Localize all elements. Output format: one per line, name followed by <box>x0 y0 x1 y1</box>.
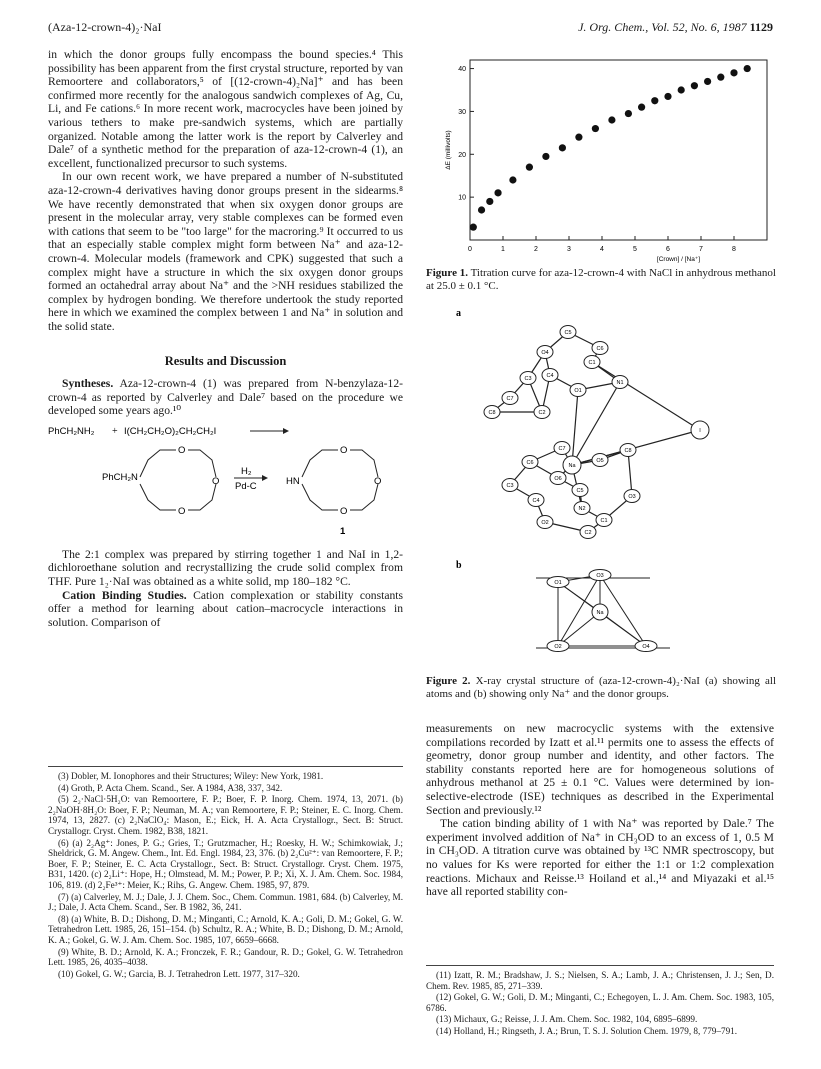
atom-label: C7 <box>506 396 514 403</box>
atom-label: N1 <box>616 380 624 387</box>
data-point <box>526 164 533 171</box>
x-tick-label: 3 <box>567 246 571 253</box>
running-head-title: (Aza-12-crown-4)₂·NaI <box>48 20 162 34</box>
atom-label: C2 <box>584 530 592 537</box>
figure-1-chart <box>442 52 777 264</box>
titration-plot <box>442 52 777 264</box>
figure-1-caption <box>426 267 776 293</box>
x-tick-label: 8 <box>732 246 736 253</box>
data-point <box>494 189 501 196</box>
y-tick-label: 40 <box>458 66 466 74</box>
figure-2-crystal-structure <box>450 300 750 670</box>
reference-item: (3) Dobler, M. Ionophores and their Structures; Wiley: New York, 1981. <box>58 771 324 781</box>
donor-atom-label: O4 <box>642 644 650 651</box>
y-tick-label: 20 <box>458 151 466 159</box>
reference-item: (4) Groth, P. Acta Chem. Scand., Ser. A 1984, A38, 337, 342. <box>58 782 283 793</box>
x-tick-label: 4 <box>600 246 604 253</box>
x-tick-label: 1 <box>501 246 505 253</box>
atom-label: C1 <box>588 360 596 367</box>
atom-network <box>484 326 709 652</box>
atom-label: I <box>699 428 701 435</box>
scheme-drawing <box>48 422 403 540</box>
synthesis-scheme <box>48 422 403 540</box>
atom-label: C6 <box>526 460 534 467</box>
x-tick-label: 0 <box>468 246 472 253</box>
x-tick-label: 6 <box>666 246 670 253</box>
data-point <box>542 153 549 160</box>
bond-line <box>572 430 700 465</box>
page-number: 1129 <box>749 20 773 34</box>
reference-item: (8) (a) White, B. D.; Dishong, D. M.; Minganti, C.; Arnold, K. A.; Goli, D. M.; Gokel, G. W. Tetrahedron Lett. 1985, 26, 151–154. (b) Schultz, R. A.; White, B. D.; Dishong, D. M.; Arnold, K. A.; Gokel, G. W. J. Am. Chem. Soc. 1985, 107, 6659–6668. <box>48 913 403 945</box>
references-right <box>426 965 774 1038</box>
journal-volume: Vol. 52, No. 6, 1987 <box>651 20 747 34</box>
benzyl-crown-oxygen-top: O <box>178 444 186 456</box>
reference-item: (5) 2₂·NaCl·5H₂O: van Remoortere, F. P.; Boer, F. P. Inorg. Chem. 1974, 13, 2071. (b) 2₂NaOH·8H₂O: Boer, F. P.; Neuman, M. A.; van Remoortere, F. P.; Steiner, E. C. Inorg. Chem. 1974, 13, 2827. (c) 2₂NaClO₄: Mason, E.; Eick, H. A. Acta Crystallogr., Sect. B: Struct. Crystallogr. Cryst. Chem. 1982, B38, 1821. <box>48 794 403 836</box>
reference-item: (11) Izatt, R. M.; Bradshaw, J. S.; Nielsen, S. A.; Lamb, J. A.; Christensen, J. J.; Sen, D. Chem. Rev. 1985, 85, 271–339. <box>426 970 774 991</box>
y-tick-label: 30 <box>458 108 466 116</box>
atom-label: C5 <box>576 488 584 495</box>
reaction-arrow-1-head <box>283 428 289 434</box>
benzyl-crown-oxygen-bottom: O <box>178 505 186 517</box>
running-head-journal <box>578 20 773 35</box>
bond-line <box>592 362 700 430</box>
data-point <box>470 224 477 231</box>
right-column <box>426 722 774 899</box>
atom-label: C3 <box>506 483 514 490</box>
atom-label: Na <box>568 463 576 470</box>
donor-atom-label: Na <box>596 610 604 617</box>
data-point <box>744 65 751 72</box>
atom-label: N2 <box>578 506 586 513</box>
atom-label: O2 <box>541 520 549 527</box>
data-point <box>691 82 698 89</box>
paragraph-own-work: In our own recent work, we have prepared a number of N-substituted aza-12-crown-4 derivatives having donor groups present in the sidearms.⁸ We have recently demonstrated that when six oxygen donor groups are present in the molecular array, very stable complexes can be formed even with cations that seem to be "too large" for the macroring.⁹ It occurred to us that an especially stable complex might form between Na⁺ and aza-12-crown-4. Molecular models (framework and CPK) suggested that such a complex might have a structure in which the six oxygen donor groups formed an octahedral array about Na⁺ and the >NH residues stabilized the complex by hydrogen bonding. We therefore undertook the study reported here in which we examined the complex between 1 and Na⁺ in solution and the solid state. <box>48 170 403 333</box>
data-point <box>664 93 671 100</box>
atom-label: C4 <box>532 498 540 505</box>
x-tick-label: 7 <box>699 246 703 253</box>
atom-label: C8 <box>488 410 496 417</box>
data-point <box>478 206 485 213</box>
reactant-diiodide: I(CH₂CH₂O)₂CH₂CH₂I <box>124 425 217 437</box>
compound-number: 1 <box>340 525 346 537</box>
donor-atom-label: O2 <box>554 644 562 651</box>
paragraph-complex-prep: The 2:1 complex was prepared by stirring together 1 and NaI in 1,2-dichloroethane solution and recrystallizing the crude solid complex from THF. Pure 1₂·NaI was obtained as a white solid, mp 180–182 °C. <box>48 547 403 589</box>
atom-label: C1 <box>600 518 608 525</box>
atom-label: C4 <box>546 373 554 380</box>
donor-atom-label: O1 <box>554 580 562 587</box>
data-point <box>704 78 711 85</box>
reactant-benzylamine: PhCH₂NH₂ <box>48 425 95 437</box>
atom-label: O5 <box>596 458 604 465</box>
benzyl-crown-ring <box>140 450 216 510</box>
data-point <box>486 198 493 205</box>
reference-item: (12) Gokel, G. W.; Goli, D. M.; Minganti, C.; Echegoyen, L. J. Am. Chem. Soc. 1983, 105, 6786. <box>426 992 774 1013</box>
data-point <box>651 97 658 104</box>
figure-2-caption-text: X-ray crystal structure of (aza-12-crown-4)₂·NaI (a) showing all atoms and (b) showing only Na⁺ and the donor groups. <box>426 675 777 700</box>
data-point <box>717 74 724 81</box>
atom-label: C7 <box>558 446 566 453</box>
atom-label: C3 <box>524 376 532 383</box>
aza-crown-oxygen-top: O <box>340 444 348 456</box>
data-point <box>559 144 566 151</box>
reference-item: (9) White, B. D.; Arnold, K. A.; Fronczek, F. R.; Gandour, R. D.; Gokel, G. W. Tetrahedron Lett. 1985, 26, 4035–4038. <box>48 946 403 968</box>
journal-name: J. Org. Chem., <box>578 20 649 34</box>
data-point <box>730 69 737 76</box>
donor-atom-label: O3 <box>596 573 604 580</box>
x-axis-label: [Crown] / [Na⁺] <box>656 256 701 263</box>
reference-item: (14) Holland, H.; Ringseth, J. A.; Brun, T. S. J. Solution Chem. 1979, 8, 779–791. <box>436 1025 738 1036</box>
atom-label: O1 <box>574 388 582 395</box>
left-column <box>48 48 403 629</box>
data-point <box>592 125 599 132</box>
data-point <box>509 176 516 183</box>
data-point <box>638 104 645 111</box>
plot-frame <box>470 60 767 240</box>
aza-crown-oxygen-bottom: O <box>340 505 348 517</box>
y-tick-label: 10 <box>458 194 466 202</box>
crown-hn-label: HN <box>286 475 300 487</box>
figure-1-label: Figure 1. <box>426 267 468 279</box>
reagent-catalyst: Pd-C <box>235 480 257 492</box>
syntheses-heading: Syntheses. <box>62 377 114 391</box>
paragraph-syntheses <box>48 377 403 418</box>
data-point <box>678 86 685 93</box>
aza-crown-ring <box>302 450 378 510</box>
cation-binding-heading: Cation Binding Studies. <box>62 588 187 602</box>
paragraph-cation-binding <box>48 589 403 630</box>
reagent-hydrogen: H₂ <box>241 465 252 477</box>
bond-line <box>572 390 578 465</box>
data-point <box>608 116 615 123</box>
benzyl-n-label: PhCH₂N <box>102 471 138 483</box>
y-axis-label: ΔE (millivolts) <box>445 130 452 170</box>
benzyl-crown-oxygen-right: O <box>212 475 220 487</box>
x-tick-label: 5 <box>633 246 637 253</box>
section-title: Results and Discussion <box>164 354 287 369</box>
atom-label: O4 <box>541 350 549 357</box>
reference-item: (10) Gokel, G. W.; Garcia, B. J. Tetrahedron Lett. 1977, 317–320. <box>58 968 300 979</box>
references-left <box>48 766 403 980</box>
cation-binding-text: Cation complexation or stability constants offer a method for learning about cation–macrocycle interactions in solution. Comparison of <box>48 588 403 629</box>
atom-label: C6 <box>596 346 604 353</box>
paragraph-measurements: measurements on new macrocyclic systems with the extensive compilations recorded by Izatt et al.¹¹ permits one to assess the effects of geometry, donor group number and identity, and other factors. The stability constants reported here are for homogeneous solutions of anhydrous methanol at 25 ± 0.1 °C. Values were determined by ion-selective-electrode (ISE) techniques as described in the Experimental Section and previously.¹² <box>426 722 774 817</box>
atom-label: C5 <box>564 330 572 337</box>
reference-item: (13) Michaux, G.; Reisse, J. J. Am. Chem. Soc. 1982, 104, 6895–6899. <box>436 1014 698 1025</box>
figure-2-caption <box>426 675 776 701</box>
paragraph-dale-experiment: The cation binding ability of 1 with Na⁺ was reported by Dale.⁷ The experiment involved addition of Na⁺ in CH₃OD to an excess of 1, 0.5 M in CH₃OD. A titration curve was obtained by ¹³C NMR spectroscopy, but no values for Ks were reported for either the 1:1 or 1:2 complexation reactions. Michaux and Reisse.¹³ Hoiland et al.,¹⁴ and Miyazaki et al.¹⁵ have all reported stability con- <box>426 817 774 899</box>
data-point <box>575 134 582 141</box>
figure-1-caption-text: Titration curve for aza-12-crown-4 with NaCl in anhydrous methanol at 25.0 ± 0.1 °C. <box>426 267 776 292</box>
paragraph-intro-continued: in which the donor groups fully encompass the bound species.⁴ This possibility has been apparent from the first crystal structure, reported by van Remoortere and collaborators,⁵ of [(12-crown-4)₂Na]⁺ and has been confirmed more recently for the analogous sandwich complexes of Ag, Cu, Li, and Fe cations.⁶ In more recent work, macrocycles have been joined by various tethers to make pre-sandwich systems, which are partially organized. Notable among the latter work is the report by Calverley and Dale⁷ of a synthetic method for the preparation of aza-12-crown-4 (1), an excellent, functionalized precursor to such systems. <box>48 48 403 170</box>
figure-2-label: Figure 2. <box>426 675 471 687</box>
panel-a-label: a <box>456 308 461 319</box>
plus-sign: + <box>112 425 118 437</box>
atom-label: C2 <box>538 410 546 417</box>
atom-label: C8 <box>624 448 632 455</box>
atom-label: O3 <box>628 494 636 501</box>
panel-b-label: b <box>456 560 462 571</box>
atom-label: O6 <box>554 476 562 483</box>
ortep-drawing <box>450 300 750 670</box>
syntheses-text: Aza-12-crown-4 (1) was prepared from N-benzylaza-12-crown-4 as reported by Calverley and Dale⁷ based on the procedure we developed some years ago.¹⁰ <box>48 377 403 418</box>
data-point <box>625 110 632 117</box>
x-tick-label: 2 <box>534 246 538 253</box>
reaction-arrow-2-head <box>262 475 268 481</box>
reference-item: (7) (a) Calverley, M. J.; Dale, J. J. Chem. Soc., Chem. Commun. 1981, 684. (b) Calverley, M. J.; Dale, J. Acta Chem. Scand., Ser. B 1982, 36, 241. <box>48 891 403 913</box>
aza-crown-oxygen-right: O <box>374 475 382 487</box>
reference-item: (6) (a) 2₂Ag⁺: Jones, P. G.; Gries, T.; Grutzmacher, H.; Roesky, H. W.; Schimkowiak, J.; Sheldrick, G. M. Angew. Chem., Int. Ed. Engl. 1984, 23, 376. (b) 2₂Cu²⁺: van Remoortere, F. P.; Boer, F. P.; Steiner, E. C. Acta Crystallogr., Sect. B: Struct. Crystallogr. Cryst. Chem. 1975, B31, 1420. (c) 2₂Li⁺: Hope, H.; Olmstead, M. M.; Power, P. P.; Xi, X. J. Am. Chem. Soc. 1984, 106, 819. (d) 2₂Fe³⁺: Meier, K.; Rihs, G. Angew. Chem. 1985, 97, 879. <box>48 837 403 890</box>
